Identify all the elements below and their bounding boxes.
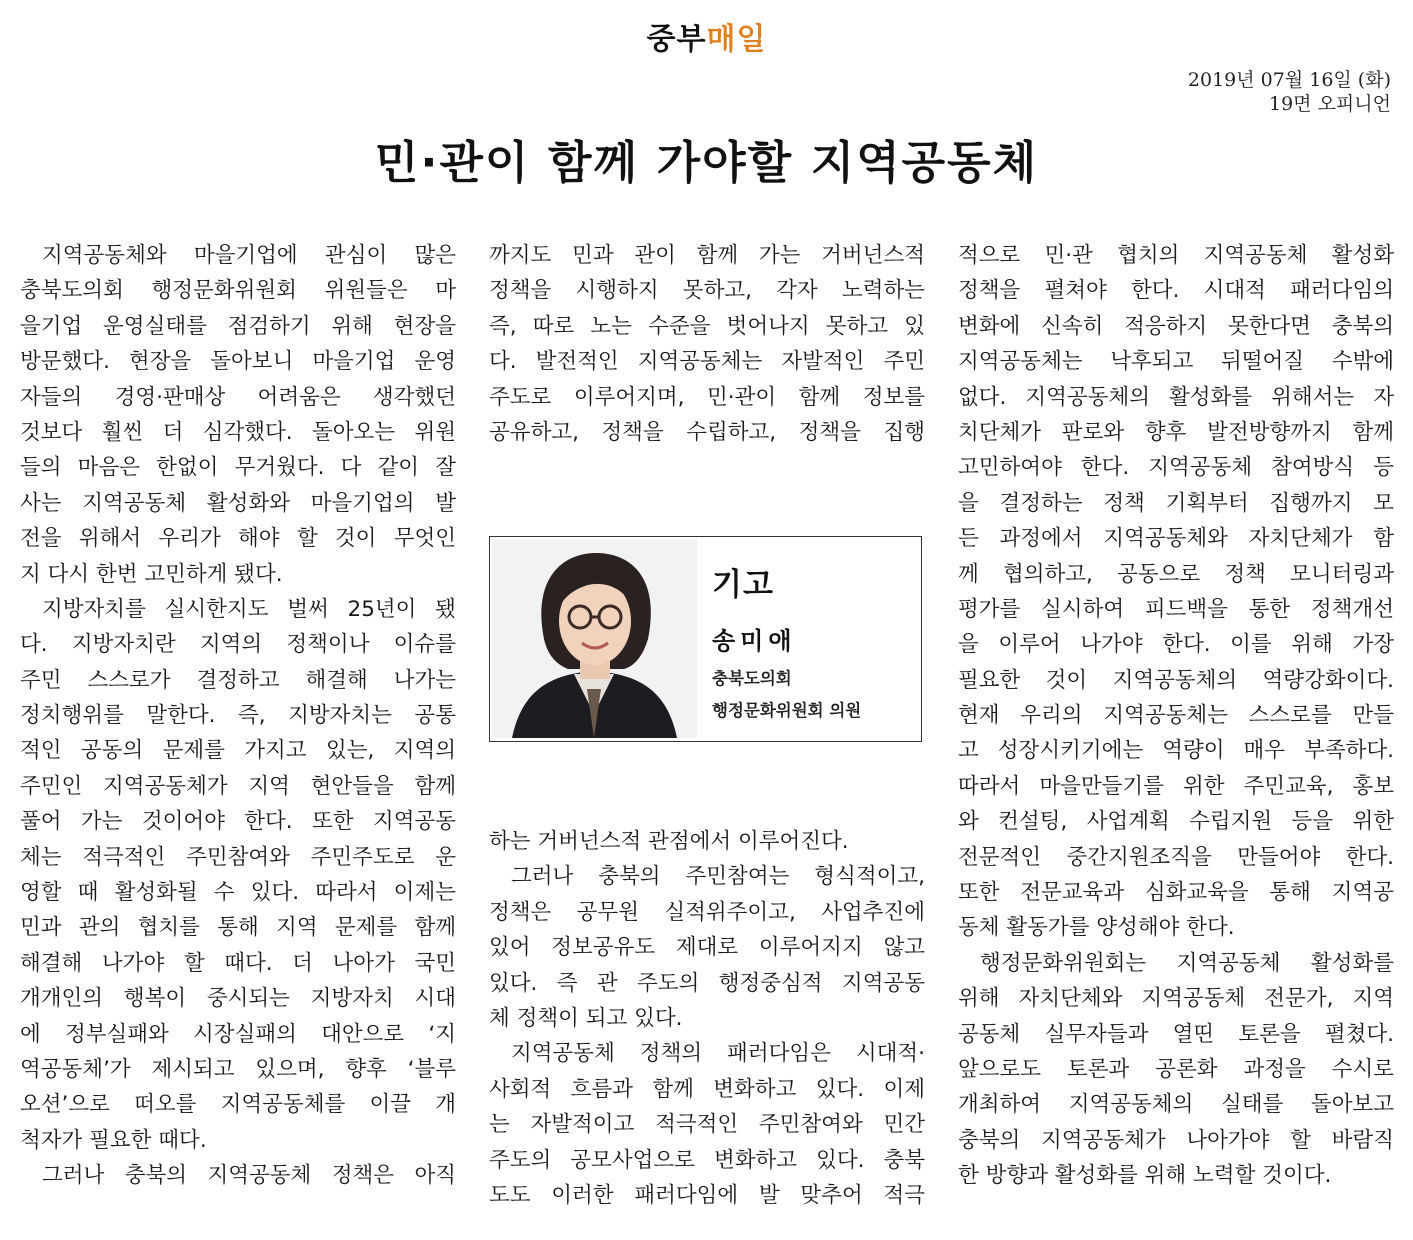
article-text-line: 와 컨설팅, 사업계획 수립지원 등을 위한 [958,809,1394,835]
article-text-line: 앞으로도 토론과 공론화 과정을 수시로 [958,1056,1394,1082]
article-text-line: 체 정책이 되고 있다. [489,1005,683,1031]
article-headline: 민·관이 함께 가야할 지역공동체 [374,136,1039,189]
article-text-line: 전문적인 중간지원조직을 만들어야 한다. [958,844,1394,870]
article-text-line: 께 협의하고, 공동으로 정책 모니터링과 [958,561,1394,587]
article-text-line: 주도의 공모사업으로 변화하고 있다. 충북 [489,1147,925,1173]
article-text-line: 풀어 가는 것이어야 한다. 또한 지역공동 [20,809,456,835]
article-text-line: 척자가 필요한 때다. [20,1127,207,1153]
article-text-line: 동체 활동가를 양성해야 한다. [958,915,1235,941]
author-portrait-illustration [492,539,697,738]
masthead-name-main: 중부 [646,22,707,57]
contributor-box [489,536,922,742]
article-text-line: 정책을 펼쳐야 한다. 시대적 패러다임의 [958,278,1394,304]
article-text-line: 주도로 이루어지며, 민·관이 함께 정보를 [489,384,925,410]
article-text-line: 있다. 즉 관 주도의 행정중심적 지역공동 [489,970,925,996]
article-text-line: 다. 지방자치란 지역의 정책이나 이슈를 [20,632,456,658]
article-text-line: 고민하여야 한다. 지역공동체 참여방식 등 [958,455,1394,481]
author-affiliation-line1: 충북도의회 [712,669,792,688]
article-text-line: 사는 지역공동체 활성화와 마을기업의 발 [20,490,456,516]
article-text-line: 정책은 공무원 실적위주이고, 사업추진에 [489,899,925,925]
article-text-line: 변화에 신속히 적응하지 못한다면 충북의 [958,313,1394,339]
article-text-line: 충북도의회 행정문화위원회 위원들은 마 [20,278,456,304]
article-text-line: 정치행위를 말한다. 즉, 지방자치는 공통 [20,703,456,729]
article-text-line: 있어 정보공유도 제대로 이루어지지 않고 [489,935,925,961]
author-affiliation-line2: 행정문화위원회 의원 [712,701,862,720]
article-text-line: 즉, 따로 노는 수준을 벗어나지 못하고 있 [489,313,925,339]
article-text-line: 없다. 지역공동체의 활성화를 위해서는 자 [958,384,1394,410]
article-text-line: 해결해 나가야 할 때다. 더 나아가 국민 [20,950,456,976]
article-text-line: 지역공동체는 낙후되고 뒤떨어질 수밖에 [958,349,1394,375]
article-column-2-top [489,238,925,450]
article-text-line: 역공동체’가 제시되고 있으며, 향후 ‘블루 [20,1056,456,1082]
article-text-line: 따라서 마을만들기를 위한 주민교육, 홍보 [958,773,1394,799]
article-text-line: 들의 마음은 한없이 무거웠다. 다 같이 잘 [20,455,456,481]
author-photo [492,539,697,738]
article-text-line: 평가를 실시하여 피드백을 통한 정책개선 [958,596,1394,622]
article-text-line: 개최하여 지역공동체의 실태를 돌아보고 [958,1092,1394,1118]
article-text-line: 적인 공동의 문제를 가지고 있는, 지역의 [20,738,456,764]
page-section: 19면 오피니언 [1269,93,1391,115]
article-text-line: 전을 위해서 우리가 해야 할 것이 무엇인 [20,526,456,552]
article-text-line: 한 방향과 활성화를 위해 노력할 것이다. [958,1163,1332,1189]
dateline [1188,68,1391,116]
article-text-line: 자들의 경영·판매상 어려움은 생각했던 [20,384,456,410]
article-text-line: 지방자치를 실시한지도 벌써 25년이 됐 [42,596,456,622]
article-text-line: 그러나 충북의 지역공동체 정책은 아직 [42,1163,456,1189]
contribution-label: 기고 [712,567,774,603]
article-text-line: 민과 관의 협치를 통해 지역 문제를 함께 [20,915,456,941]
article-text-line: 다. 발전적인 지역공동체는 자발적인 주민 [489,349,925,375]
article-text-line: 위해 자치단체와 지역공동체 전문가, 지역 [958,986,1394,1012]
article-text-line: 또한 전문교육과 심화교육을 통해 지역공 [958,880,1394,906]
article-text-line: 적으로 민·관 협치의 지역공동체 활성화 [958,243,1394,268]
article-text-line: 하는 거버넌스적 관점에서 이루어진다. [489,829,849,854]
article-text-line: 을기업 운영실태를 점검하기 위해 현장을 [20,313,456,339]
article-column-1 [20,238,456,1194]
article-text-line: 고 성장시키기에는 역량이 매우 부족하다. [958,738,1394,764]
article-text-line: 도도 이러한 패러다임에 발 맞추어 적극 [489,1182,925,1208]
article-text-line: 사회적 흐름과 함께 변화하고 있다. 이제 [489,1076,925,1102]
article-text-line: 필요한 것이 지역공동체의 역량강화이다. [958,667,1394,693]
article-text-line: 주민인 지역공동체가 지역 현안들을 함께 [20,773,456,799]
article-column-2-bottom [489,824,925,1213]
article-text-line: 든 과정에서 지역공동체와 자치단체가 함 [958,526,1394,552]
article-text-line: 그러나 충북의 주민참여는 형식적이고, [511,864,925,890]
article-text-line: 체는 적극적인 주민참여와 주민주도로 운 [20,844,456,870]
article-text-line: 주민 스스로가 결정하고 해결해 나가는 [20,667,456,693]
article-text-line: 것보다 훨씬 더 심각했다. 돌아오는 위원 [20,419,456,445]
article-text-line: 개개인의 행복이 중시되는 지방자치 시대 [20,986,456,1012]
article-text-line: 현재 우리의 지역공동체는 스스로를 만들 [958,703,1394,729]
article-text-line: 공동체 실무자들과 열띤 토론을 펼쳤다. [958,1021,1394,1047]
newspaper-masthead [0,14,1413,58]
article-text-line: 영할 때 활성화될 수 있다. 따라서 이제는 [20,880,456,906]
article-text-line: 에 정부실패와 시장실패의 대안으로 ‘지 [20,1021,456,1047]
article-text-line: 을 결정하는 정책 기획부터 집행까지 모 [958,490,1394,516]
article-text-line: 지역공동체 정책의 패러다임은 시대적· [511,1041,925,1067]
article-text-line: 오션’으로 떠오를 지역공동체를 이끌 개 [20,1092,456,1118]
author-name: 송미애 [712,627,797,655]
article-column-3 [958,238,1394,1194]
article-text-line: 공유하고, 정책을 수립하고, 정책을 집행 [489,419,925,445]
article-text-line: 치단체가 판로와 향후 발전방향까지 함께 [958,419,1394,445]
article-text-line: 행정문화위원회는 지역공동체 활성화를 [980,950,1394,976]
article-text-line: 정책을 시행하지 못하고, 각자 노력하는 [489,278,925,304]
article-text-line: 는 자발적이고 적극적인 주민참여와 민간 [489,1112,925,1138]
masthead-name-accent: 매일 [706,22,767,57]
article-text-line: 충북의 지역공동체가 나아가야 할 바람직 [958,1127,1394,1153]
article-text-line: 을 이루어 나가야 한다. 이를 위해 가장 [958,632,1394,658]
article-text-line: 지역공동체와 마을기업에 관심이 많은 [42,243,456,268]
article-text-line: 지 다시 한번 고민하게 됐다. [20,561,283,587]
publication-date: 2019년 07월 16일 (화) [1187,69,1391,91]
article-text-line: 까지도 민과 관이 함께 가는 거버넌스적 [489,243,925,268]
article-text-line: 방문했다. 현장을 돌아보니 마을기업 운영 [20,349,456,375]
